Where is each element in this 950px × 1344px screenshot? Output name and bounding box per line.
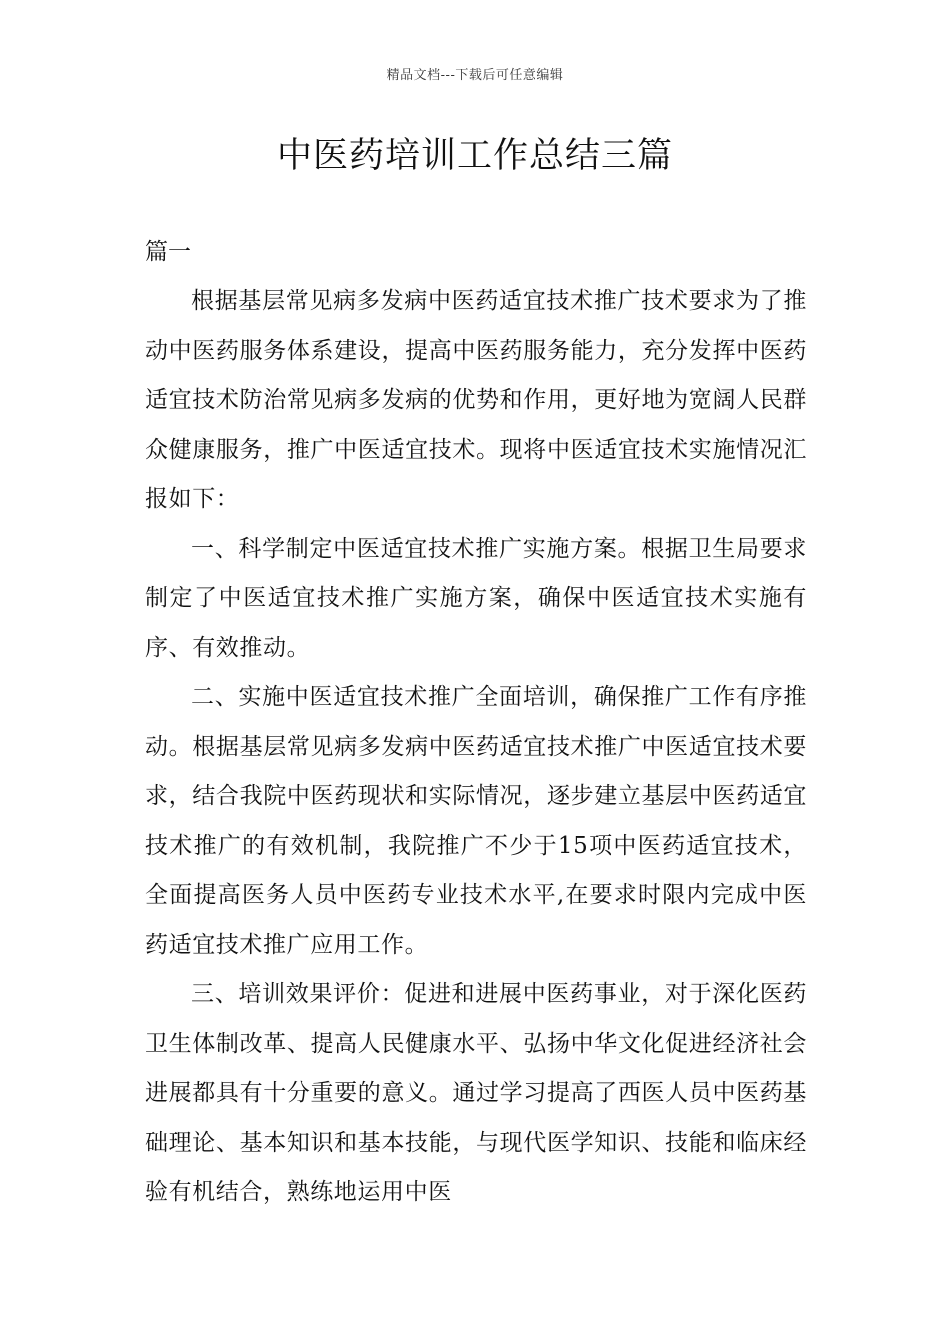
paragraph-point-two: 二、实施中医适宜技术推广全面培训，确保推广工作有序推动。根据基层常见病多发病中医药适宜技术推广中医适宜技术要求，结合我院中医药现状和实际情况，逐步建立基层中医药适宜技术推广的有效机制，我院推广不少于15项中医药适宜技术，全面提高医务人员中医药专业技术水平,在要求时限内完成中医药适宜技术推广应用工作。 (145, 684, 807, 958)
paragraph-intro: 根据基层常见病多发病中医药适宜技术推广技术要求为了推动中医药服务体系建设，提高中医药服务能力，充分发挥中医药适宜技术防治常见病多发病的优势和作用，更好地为宽阔人民群众健康服务，推广中医适宜技术。现将中医适宜技术实施情况汇报如下： (145, 288, 807, 512)
page-header-note: 精品文档---下载后可任意编辑 (386, 68, 564, 83)
section-label: 篇一 (145, 239, 191, 265)
paragraph-point-one: 一、科学制定中医适宜技术推广实施方案。根据卫生局要求制定了中医适宜技术推广实施方案，确保中医适宜技术实施有序、有效推动。 (145, 535, 807, 661)
paragraph-point-three: 三、培训效果评价：促进和进展中医药事业，对于深化医药卫生体制改革、提高人民健康水平、弘扬中华文化促进经济社会进展都具有十分重要的意义。通过学习提高了西医人员中医药基础理论、基本知识和基本技能，与现代医学知识、技能和临床经验有机结合，熟练地运用中医 (145, 981, 807, 1205)
document-title: 中医药培训工作总结三篇 (276, 136, 673, 176)
document-body (145, 230, 807, 1218)
